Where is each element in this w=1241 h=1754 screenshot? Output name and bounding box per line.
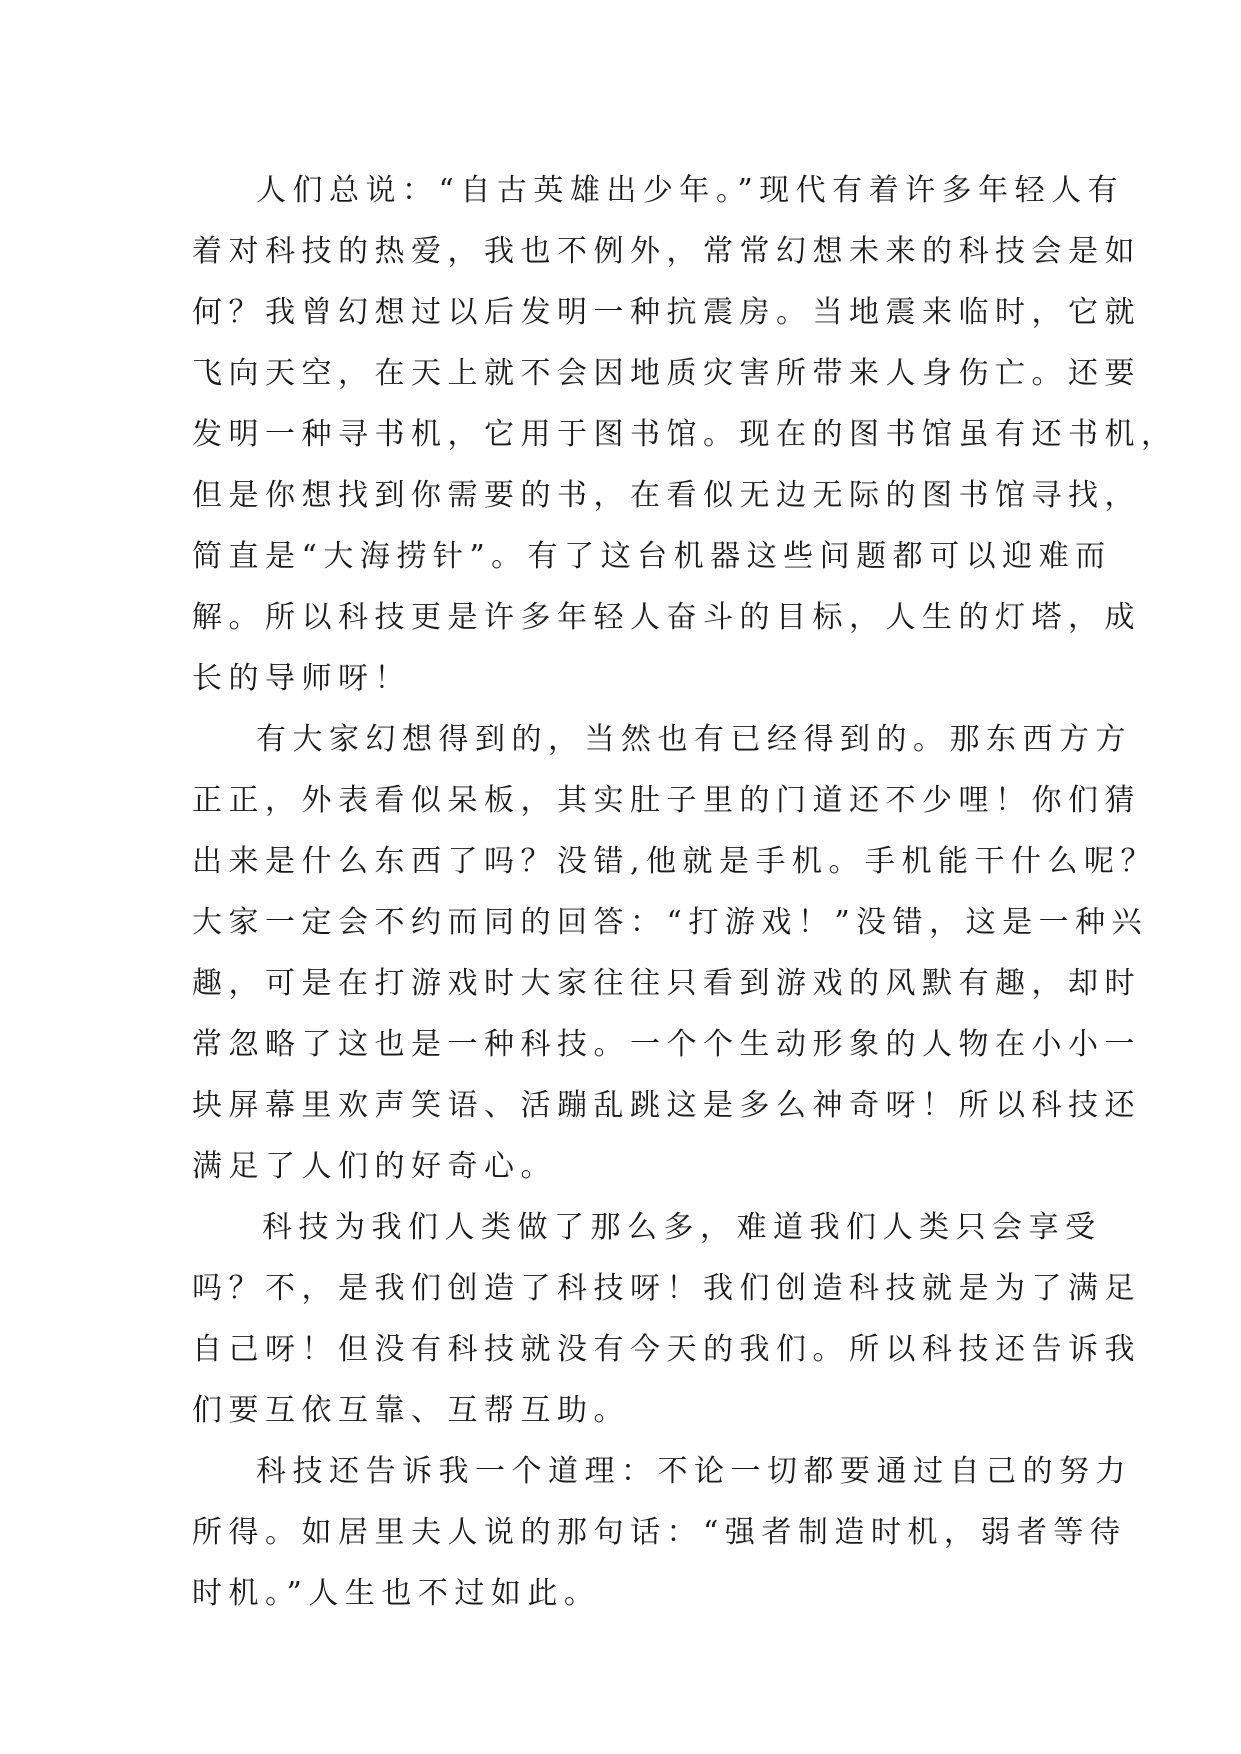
paragraph-1-line-9: 长的导师呀！: [192, 661, 411, 696]
paragraph-1-line-1: 人们总说：“自古英雄出少年。”现代有着许多年轻人有: [256, 173, 1125, 208]
paragraph-4-line-3: 时机。”人生也不过如此。: [192, 1576, 601, 1611]
paragraph-1-line-5: 发明一种寻书机，它用于图书馆。现在的图书馆虽有还书机，: [192, 417, 1178, 452]
paragraph-1-line-2: 着对科技的热爱，我也不例外，常常幻想未来的科技会是如: [192, 234, 1141, 269]
paragraph-3-line-2: 吗？不，是我们创造了科技呀！我们创造科技就是为了满足: [192, 1271, 1141, 1306]
paragraph-2-line-2: 正正，外表看似呆板，其实肚子里的门道还不少哩！你们猜: [192, 783, 1141, 818]
paragraph-2-line-6: 常忽略了这也是一种科技。一个个生动形象的人物在小小一: [192, 1027, 1141, 1062]
paragraph-2-line-3: 出来是什么东西了吗？没错,他就是手机。手机能干什么呢？: [192, 844, 1158, 879]
paragraph-3-line-3: 自己呀！但没有科技就没有今天的我们。所以科技还告诉我: [192, 1332, 1141, 1367]
paragraph-3-line-4: 们要互依互靠、互帮互助。: [192, 1393, 630, 1428]
paragraph-3-line-1: 科技为我们人类做了那么多，难道我们人类只会享受: [262, 1210, 1102, 1245]
paragraph-1-line-7: 简直是“大海捞针”。有了这台机器这些问题都可以迎难而: [192, 539, 1112, 574]
paragraph-4-line-1: 科技还告诉我一个道理：不论一切都要通过自己的努力: [256, 1454, 1132, 1489]
paragraph-1-line-8: 解。所以科技更是许多年轻人奋斗的目标，人生的灯塔，成: [192, 600, 1141, 635]
essay-body: [192, 160, 1178, 1624]
paragraph-2-line-8: 满足了人们的好奇心。: [192, 1149, 557, 1184]
paragraph-2-line-4: 大家一定会不约而同的回答：“打游戏！”没错，这是一种兴: [192, 905, 1149, 940]
paragraph-2-line-7: 块屏幕里欢声笑语、活蹦乱跳这是多么神奇呀！所以科技还: [192, 1088, 1141, 1123]
paragraph-4-line-2: 所得。如居里夫人说的那句话：“强者制造时机，弱者等待: [192, 1515, 1127, 1550]
paragraph-2-line-1: 有大家幻想得到的，当然也有已经得到的。那东西方方: [256, 722, 1132, 757]
paragraph-1-line-6: 但是你想找到你需要的书，在看似无边无际的图书馆寻找，: [192, 478, 1141, 513]
paragraph-1-line-4: 飞向天空，在天上就不会因地质灾害所带来人身伤亡。还要: [192, 356, 1141, 391]
paragraph-2-line-5: 趣，可是在打游戏时大家往往只看到游戏的风默有趣，却时: [192, 966, 1141, 1001]
paragraph-1-line-3: 何？我曾幻想过以后发明一种抗震房。当地震来临时，它就: [192, 295, 1141, 330]
